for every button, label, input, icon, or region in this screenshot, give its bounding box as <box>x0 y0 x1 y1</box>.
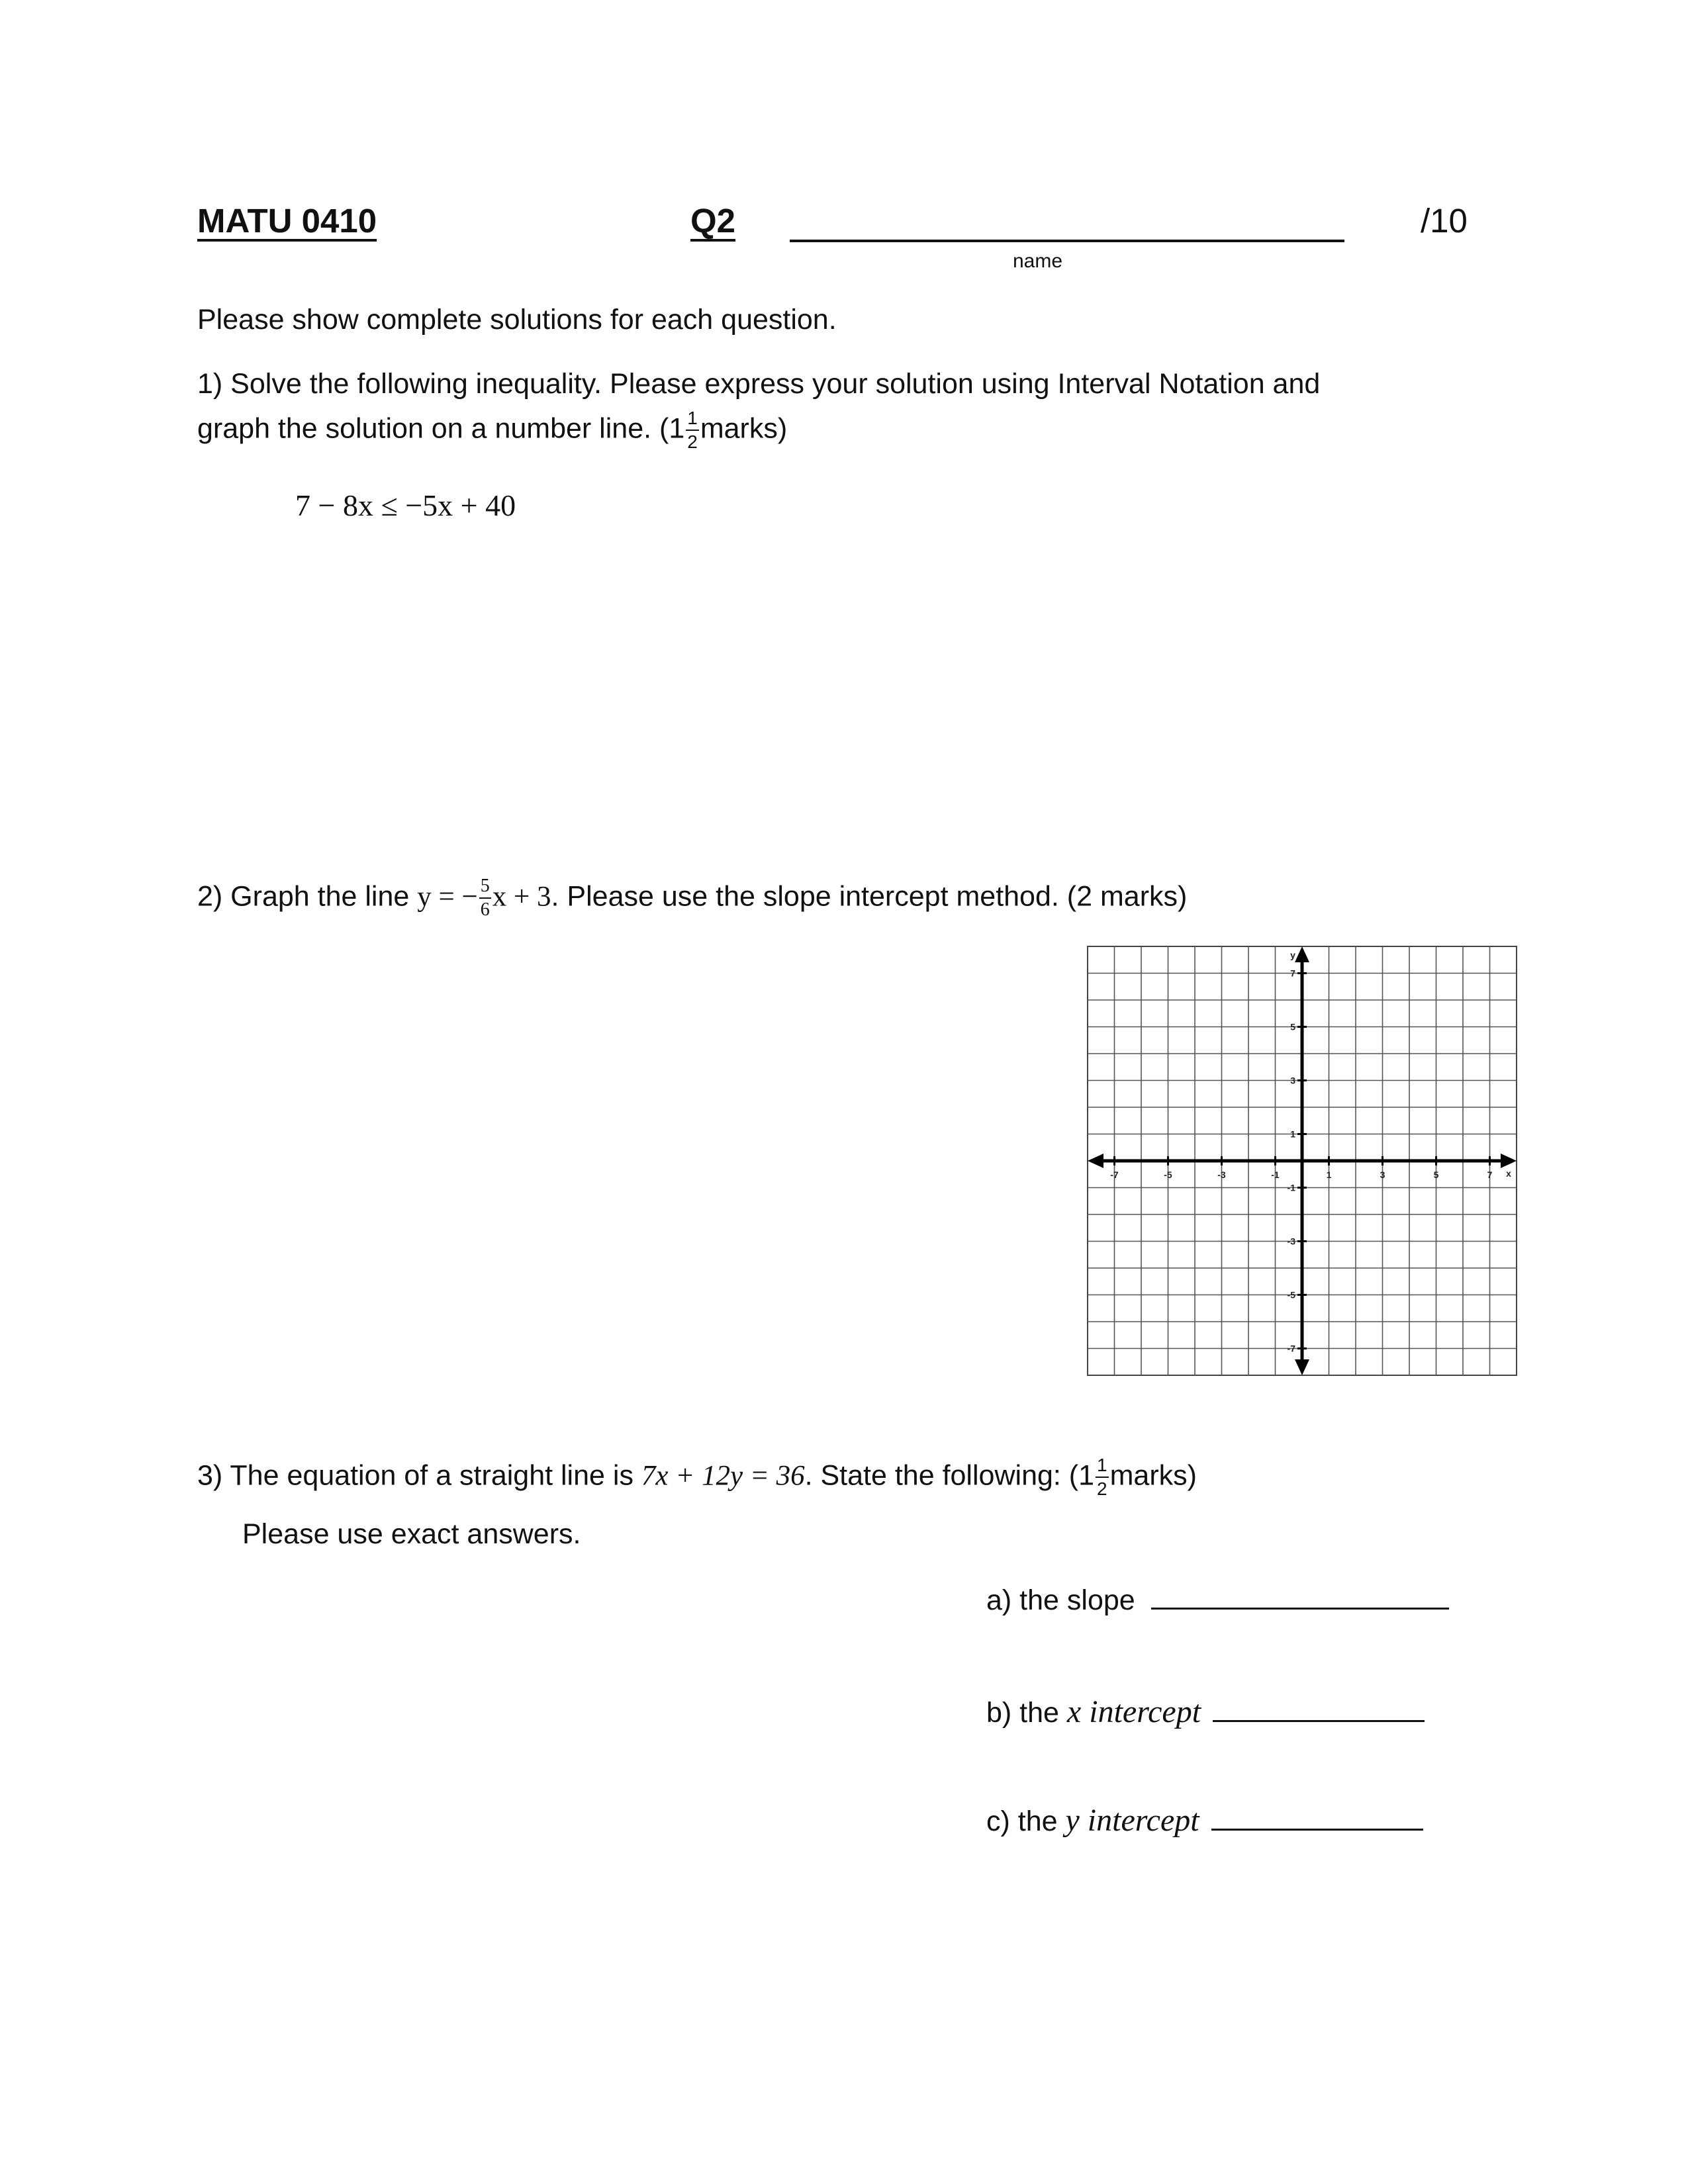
q2-prefix: 2) Graph the line <box>197 880 418 913</box>
q3b-italic: x intercept <box>1066 1694 1201 1729</box>
q1-line1: 1) Solve the following inequality. Please express your solution using Interval Notation and <box>197 368 1321 400</box>
q3c-row <box>986 1801 1423 1840</box>
coordinate-grid-svg[interactable] <box>1086 945 1518 1377</box>
q3a-label: a) the slope <box>986 1584 1135 1616</box>
q2-suffix: . Please use the slope intercept method. (2 marks) <box>551 880 1188 913</box>
y-tick-label: 3 <box>1290 1075 1295 1086</box>
q3a-answer-line[interactable] <box>1151 1607 1449 1610</box>
q3-marks-fraction: $\frac{1}{2}$ <box>1097 1455 1107 1499</box>
name-input-line[interactable] <box>790 240 1344 242</box>
coordinate-grid[interactable] <box>1086 945 1518 1377</box>
total-score: /10 <box>1421 202 1468 240</box>
q1-marks-label: marks) <box>700 412 788 445</box>
q3-prefix: 3) The equation of a straight line is <box>197 1459 641 1492</box>
q2-eq-rhs: x + 3 <box>492 881 551 913</box>
x-tick-label: 3 <box>1380 1169 1385 1180</box>
x-tick-label: 1 <box>1326 1169 1332 1180</box>
x-axis-label: x <box>1506 1168 1511 1179</box>
y-tick-label: -5 <box>1287 1289 1295 1300</box>
y-tick-label: -1 <box>1287 1182 1295 1193</box>
x-tick-label: -1 <box>1271 1169 1280 1180</box>
y-tick-label: 1 <box>1290 1128 1295 1140</box>
y-tick-label: -7 <box>1287 1343 1295 1354</box>
q1-line2 <box>197 409 787 451</box>
q3b-label: b) the <box>986 1697 1059 1729</box>
y-tick-label: 7 <box>1290 968 1295 979</box>
y-axis-label: y <box>1290 950 1295 960</box>
q3-marks-label: marks) <box>1109 1459 1197 1492</box>
q1-line2-text: graph the solution on a number line. (1 <box>197 412 685 445</box>
q3-prompt <box>197 1456 1197 1498</box>
q1-marks-fraction: $\frac{1}{2}$ <box>687 408 698 452</box>
name-caption: name <box>1013 250 1063 272</box>
q2-eq-lhs: y = − <box>417 881 478 913</box>
q3c-label: c) the <box>986 1805 1058 1837</box>
q3b-answer-line[interactable] <box>1213 1719 1425 1722</box>
instructions: Please show complete solutions for each question. <box>197 304 837 336</box>
q2-prompt <box>197 877 1187 919</box>
q1-equation: 7 − 8x ≤ −5x + 40 <box>295 488 516 522</box>
q3a-row <box>986 1584 1449 1618</box>
quiz-number: Q2 <box>690 202 736 240</box>
q2-slope-fraction: $\frac{5}{6}$ <box>480 876 490 920</box>
y-tick-label: -3 <box>1287 1236 1295 1247</box>
q3b-row <box>986 1693 1425 1731</box>
x-tick-label: -3 <box>1217 1169 1226 1180</box>
x-tick-label: -7 <box>1110 1169 1119 1180</box>
q3c-answer-line[interactable] <box>1211 1828 1423 1831</box>
q3c-italic: y intercept <box>1065 1803 1199 1838</box>
x-tick-label: 7 <box>1487 1169 1493 1180</box>
course-code: MATU 0410 <box>197 202 377 240</box>
q3-note: Please use exact answers. <box>242 1518 581 1550</box>
x-tick-label: 5 <box>1433 1169 1439 1180</box>
q3-suffix: . State the following: (1 <box>804 1459 1095 1492</box>
x-tick-label: -5 <box>1164 1169 1172 1180</box>
q3-equation: 7x + 12y = 36 <box>641 1460 805 1492</box>
y-tick-label: 5 <box>1290 1021 1295 1032</box>
